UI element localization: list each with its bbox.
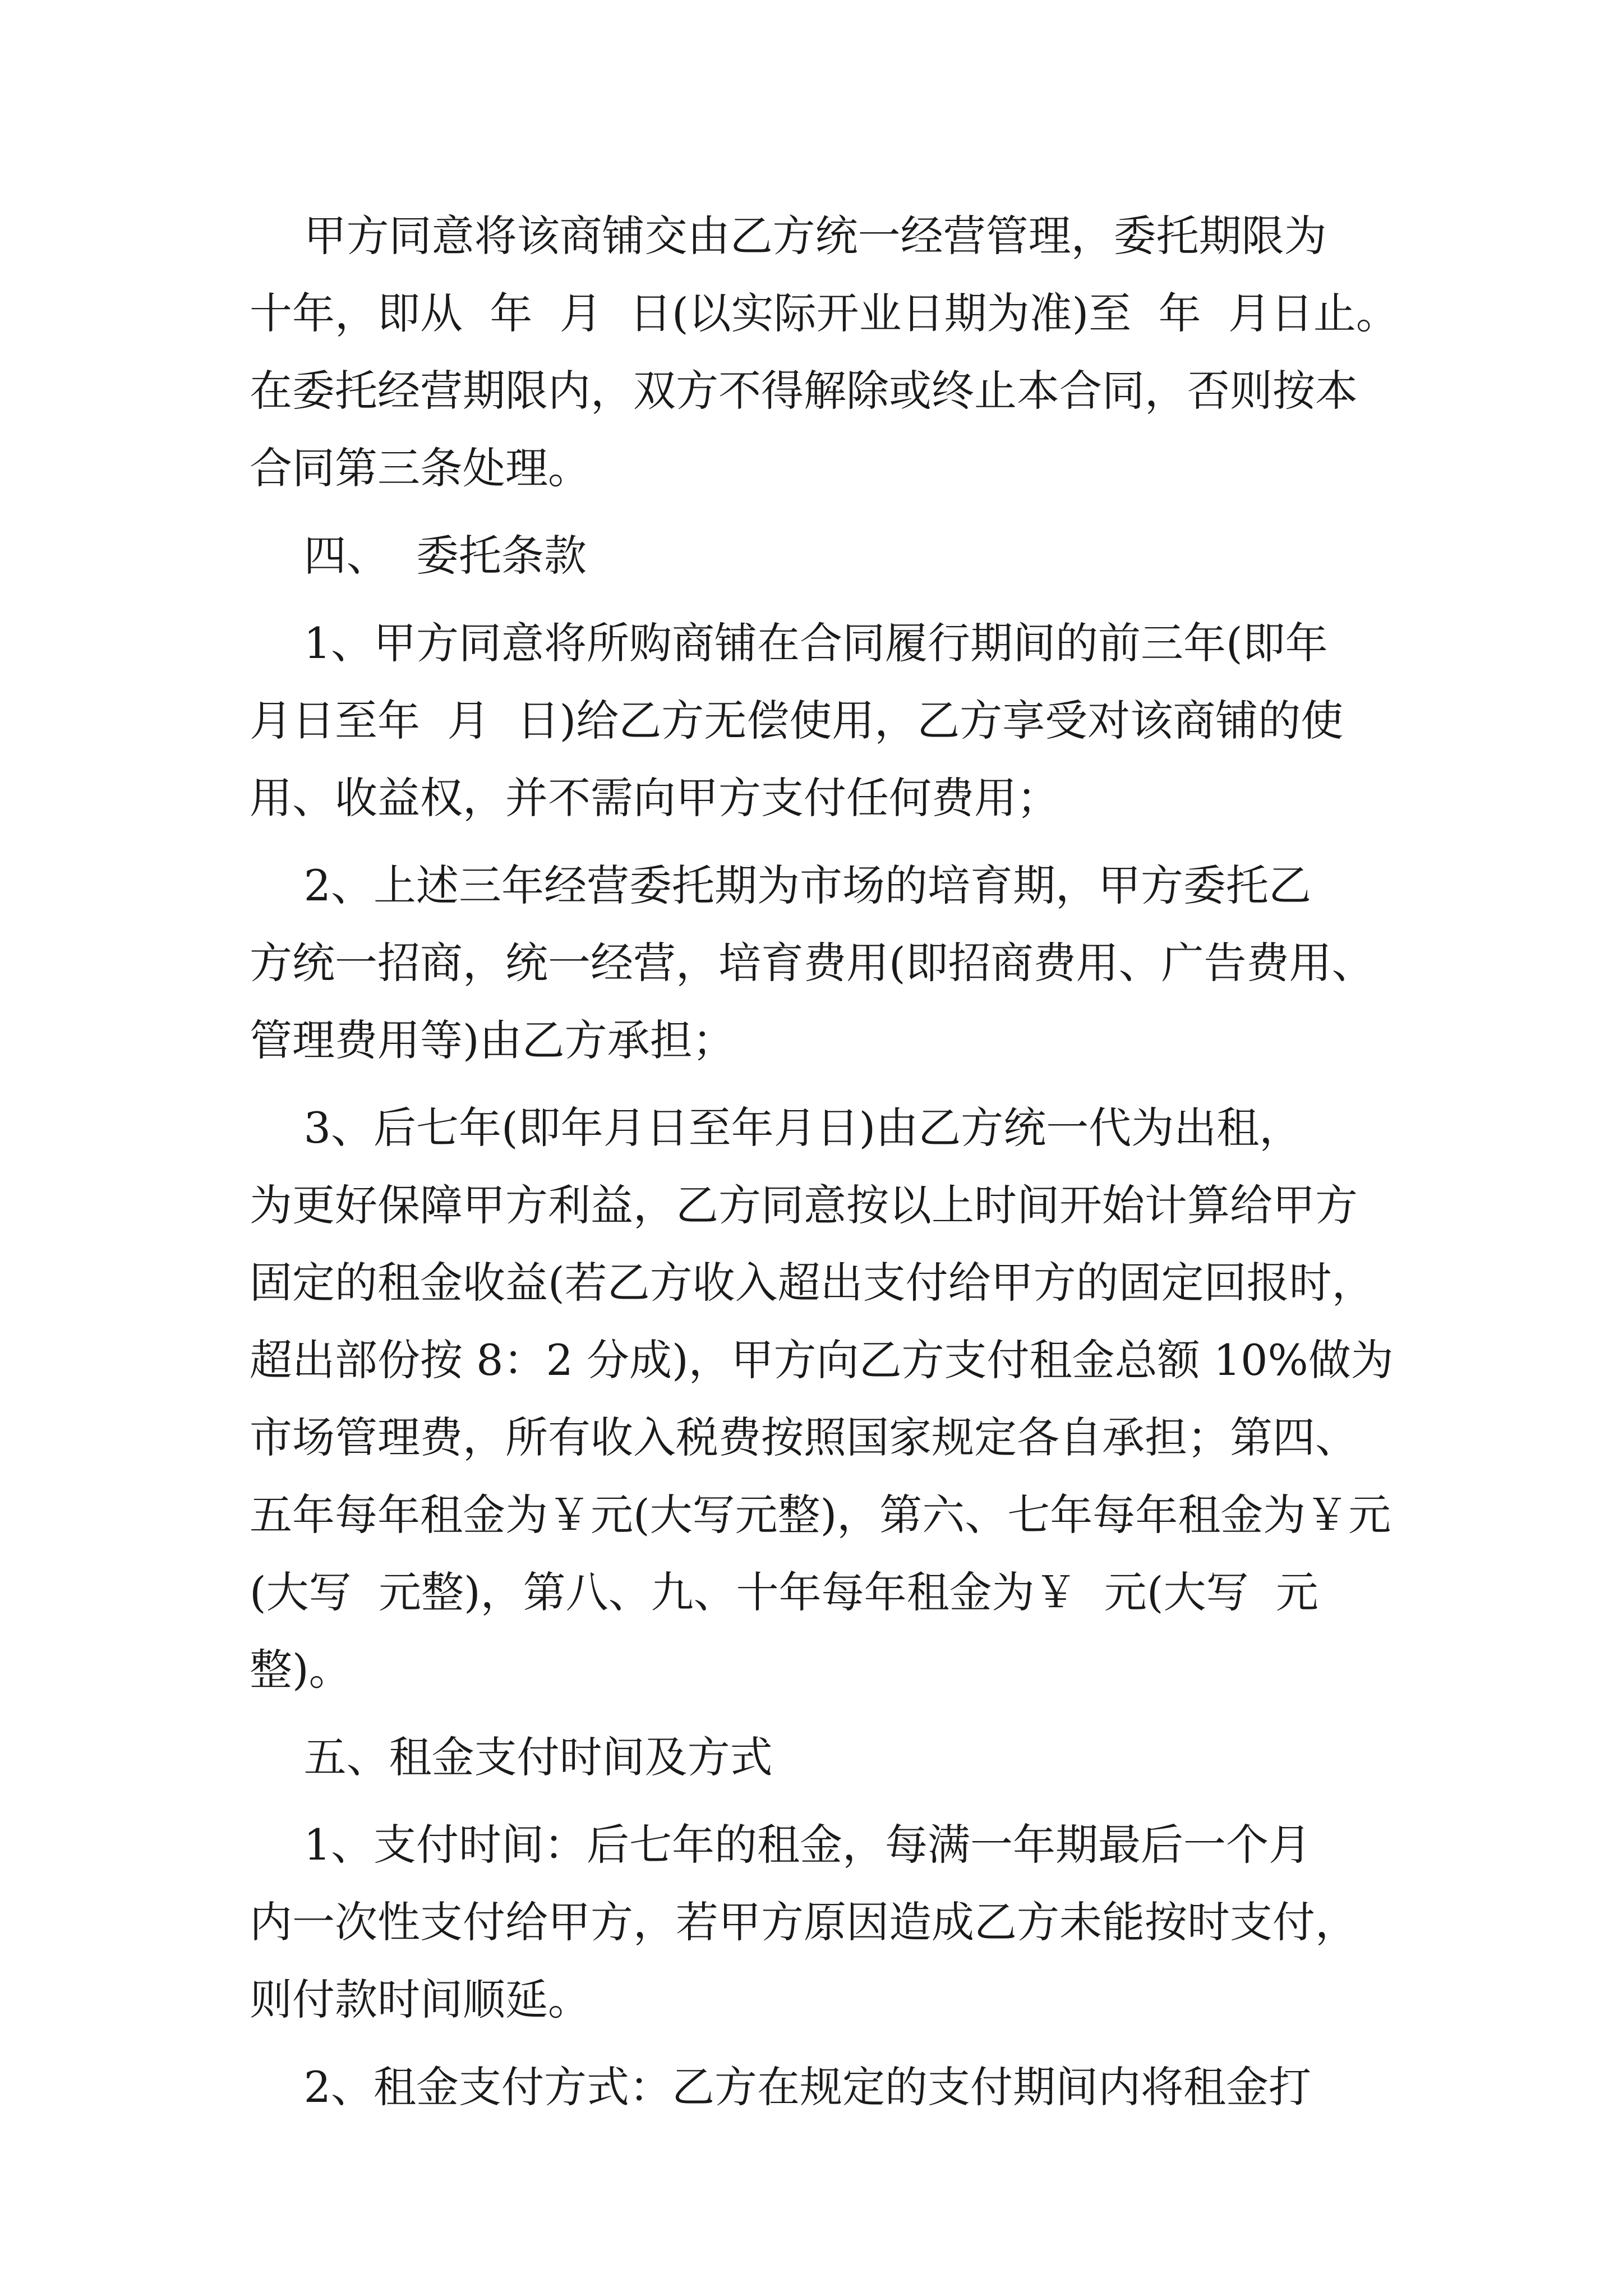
paragraph (250, 1806, 1416, 2039)
paragraph-gap (250, 1709, 1416, 1719)
contract-body (250, 197, 1416, 2126)
text-line: 2、上述三年经营委托期为市场的培育期，甲方委托乙 (250, 861, 1311, 910)
text-line: 为更好保障甲方利益，乙方同意按以上时间开始计算给甲方 (250, 1180, 1358, 1230)
paragraph (250, 605, 1416, 837)
text-line: 2、租金支付方式：乙方在规定的支付期间内将租金打 (250, 2062, 1311, 2112)
text-line: 合同第三条处理。 (250, 443, 591, 493)
text-line: 十年，即从 年 月 日(以实际开业日期为准)至 年 月日止。 (250, 288, 1399, 338)
paragraph (250, 1089, 1416, 1709)
paragraph (250, 197, 1416, 507)
text-line: 1、支付时间：后七年的租金，每满一年期最后一个月 (250, 1820, 1311, 1870)
paragraph (250, 847, 1416, 1079)
text-line: (大写 元整)，第八、九、十年每年租金为￥ 元(大写 元 (250, 1567, 1318, 1617)
text-line: 3、后七年(即年月日至年月日)由乙方统一代为出租， (250, 1103, 1302, 1153)
paragraph (250, 2049, 1416, 2126)
text-line: 超出部份按 8：2 分成)，甲方向乙方支付租金总额 10%做为 (250, 1335, 1394, 1385)
text-line: 在委托经营期限内，双方不得解除或终止本合同，否则按本 (250, 366, 1358, 416)
paragraph-gap (250, 1796, 1416, 1806)
text-line: 方统一招商，统一经营，培育费用(即招商费用、广告费用、 (250, 938, 1375, 988)
text-line: 固定的租金收益(若乙方收入超出支付给甲方的固定回报时， (250, 1258, 1375, 1308)
paragraph-gap (250, 1079, 1416, 1089)
paragraph-gap (250, 837, 1416, 847)
paragraph-gap (250, 507, 1416, 517)
text-line: 用、收益权，并不需向甲方支付任何费用； (250, 773, 1059, 823)
text-line: 五年每年租金为￥元(大写元整)，第六、七年每年租金为￥元 (250, 1490, 1391, 1540)
text-line: 市场管理费，所有收入税费按照国家规定各自承担；第四、 (250, 1412, 1358, 1462)
text-line: 内一次性支付给甲方，若甲方原因造成乙方未能按时支付， (250, 1897, 1358, 1947)
text-line: 整)。 (250, 1645, 352, 1695)
heading-line: 五、租金支付时间及方式 (250, 1732, 773, 1782)
section-heading (250, 517, 1416, 595)
text-line: 甲方同意将该商铺交由乙方统一经营管理，委托期限为 (250, 211, 1327, 261)
text-line: 月日至年 月 日)给乙方无偿使用，乙方享受对该商铺的使 (250, 696, 1344, 746)
paragraph-gap (250, 595, 1416, 605)
section-heading (250, 1719, 1416, 1796)
text-line: 则付款时间顺延。 (250, 1975, 591, 2024)
heading-line: 四、 委托条款 (250, 531, 587, 581)
text-line: 1、甲方同意将所购商铺在合同履行期间的前三年(即年 (250, 618, 1328, 668)
text-line: 管理费用等)由乙方承担； (250, 1015, 735, 1065)
paragraph-gap (250, 2039, 1416, 2049)
